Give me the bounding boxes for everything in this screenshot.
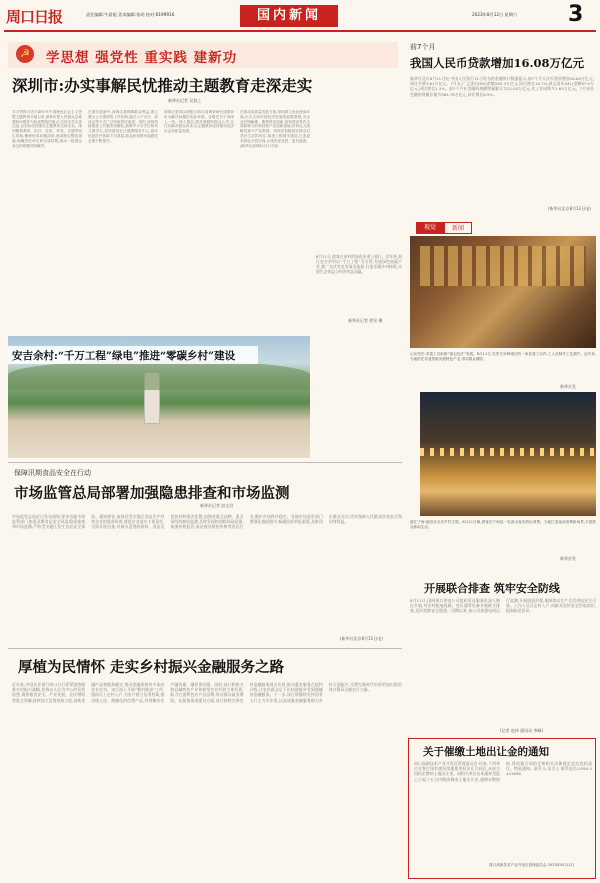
masthead-rule — [4, 30, 596, 32]
safety-headline: 开展联合排查 筑牢安全防线 — [424, 582, 560, 595]
masthead-credits: 责任编辑:牛晨旭 美术编辑:张玥 校对:6199916 — [86, 12, 175, 17]
masthead — [0, 0, 600, 34]
rural-headline: 厚植为民情怀 走实乡村振兴金融服务之路 — [18, 659, 285, 676]
masthead-logo: 周口日报 — [6, 8, 63, 26]
market-body: 市场监管总局近日发布通知,要求各地市场监管部门加强汛期食品安全风险隐患排查和市场监测,严防受灾地区发生食品安全事故。通知要求,加强对受灾地区食品生产经营企业的监督检查,督促企业落实主体责任,全面开展自查,对被水浸泡的原料、食品及包装材料依法处置;加强对重点品种、重点场所的抽检监测,及时发现和消除风险隐患;加强价格监管,依法查处哄抬价格等违法行为,维护市场秩序稳定。各地市场监管部门要强化值班值守,畅通投诉举报渠道,及时回应群众关切,切实保障人民群众饮食安全和切身利益。 — [12, 514, 402, 530]
photo-panel-tag — [416, 222, 472, 234]
market-kicker: 保障汛期食品安全在行动 — [14, 469, 91, 477]
safety-body: 8月11日,国网周口供电公司组织党员服务队深入辖区乡镇,对农村配电线路、变压器等设备开展联合排查,及时消除安全隐患。汛期以来,该公司加强电网运行监测,开展隐患治理,保障群众生产生活用电安全可靠。工作人员还走村入户,向群众宣传安全用电知识,提高防范意识。 — [410, 598, 596, 614]
market-dateline: (新华社北京8月11日电) — [340, 636, 383, 641]
loans-byline: (新华社北京8月11日电) — [548, 206, 591, 211]
notice-headline: 关于催缴土地出让金的通知 — [423, 746, 549, 758]
loans-kicker: 前7个月 — [410, 43, 436, 51]
notice-sign: 周口高新技术产业开发区管理委员会 2023年8月11日 — [489, 863, 575, 867]
safety-byline: (记者 赵伟 通讯员 李峰) — [500, 728, 543, 733]
night-market-lights — [420, 448, 596, 456]
loans-headline: 我国人民币贷款增加16.08万亿元 — [410, 56, 585, 70]
workshop-byline: 新华社发 — [560, 384, 576, 389]
tag-news: 新闻 — [444, 222, 472, 234]
anji-photo-hill — [8, 360, 310, 390]
loans-body: 新华社北京8月11日电 中国人民银行11日发布的金融统计数据显示,前7个月人民币贷款增加16.08万亿元,同比多增1.61万亿元。7月末,广义货币(M2)余额285.4万亿元,同比增长10.7%;狭义货币(M1)余额67.9万亿元,同比增长2.3%。前7个月社会融资规模增量累计为22.05万亿元,比上年同期多1.65万亿元。7月末社会融资规模存量为365.78万亿元,同比增长8.9%。 — [410, 76, 594, 97]
lead-col-3: 深圳还坚持以问题为导向,将调查研究成果转化为解决问题的实际举措。各级党员干部深入一线、深入基层,面对面倾听群众心声,实打实解决群众诉求,以主题教育成效推动经济社会高质量发展。 — [164, 110, 234, 134]
page-number: 3 — [568, 2, 584, 27]
anji-headline-box — [8, 346, 258, 364]
anji-byline: 新华社记者 徐昱 摄 — [348, 318, 383, 323]
market-byline: 新华社记者 赵文君 — [200, 503, 234, 508]
section-label: 国内新闻 — [240, 5, 338, 27]
banner — [8, 42, 398, 68]
party-emblem-icon: ☭ — [16, 45, 34, 63]
anji-headline: 安吉余村:“千万工程”绿电”推进“零碳乡村”建设 — [12, 350, 236, 362]
banner-slogan: 学思想 强党性 重实践 建新功 — [46, 50, 238, 66]
anji-body: 8月11日,游客在余村的绿色步道上骑行。近年来,浙江安吉余村以“千万工程”为引领,发展绿色低碳产业,推广光伏发电等清洁能源,打造零碳乡村样板,实现生态效益与经济效益双赢。 — [316, 254, 402, 274]
night-market-photo — [420, 392, 596, 516]
lead-col-1: 学习贯彻习近平新时代中国特色社会主义思想主题教育开展以来,深圳市把人民群众急难愁盼问题作为检视整改的重点,坚持边学边查边改,以实际成效推动主题教育走深走实。深圳聚焦教育、医疗、住房、养老、交通等民生领域,梳理形成问题清单,逐项制定整改措施,明确责任单位和完成时限,推动一批群众身边的难题得到解决。 — [12, 110, 82, 148]
lead-headline: 深圳市:办实事解民忧推动主题教育走深走实 — [12, 76, 313, 95]
lead-byline: 新华社记者 吴春之 — [168, 98, 202, 103]
night-market-byline: 新华社发 — [560, 556, 576, 561]
night-market-caption: 浙江宁海:夜经济点亮乡村文旅。8月11日晚,游客在宁海县一处滨水夜市游玩消费。当地打造夜间消费新场景,丰富群众休闲生活。 — [410, 520, 596, 529]
lead-col-4: 在推动高质量发展方面,深圳着力优化营商环境,出台支持民营经济发展的政策措施,为企业纾困解难。聚焦科技创新,加快建设具有全球影响力的科技和产业创新高地,培育壮大战略性新兴产业集群。深圳还积极回应群众对美好生活的向往,推进公园城市建设,打造更多绿色开放空间,让城市更宜居、更有温度。(新华社深圳8月11日电) — [240, 110, 310, 148]
notice-body: 周口高新技术产业开发区管理委员会:经查,下列单位在签订国有建设用地使用权出让合同后,未按合同约定缴纳土地出让金。请相关单位自本通知见报之日起十五日内缴清剩余土地出让金,逾期未缴纳的,将依据合同约定和相关法律规定追究违约责任。特此通知。联系人:宋女士 联系电话:0394-5441696 — [414, 761, 592, 782]
workshop-photo — [410, 236, 596, 348]
notice-box — [408, 738, 596, 879]
workshop-photo-shelf — [420, 246, 586, 286]
lead-col-2: 在城市更新中,深圳注重保障群众利益,建立健全公开透明的工作机制,通过入户走访、座谈会等方式广泛听取居民意见。同时,深圳持续推进公共服务均衡化,新增中小学学位和幼儿园学位,加快建设社区健康服务中心,推动优质医疗资源下沉基层,群众获得感幸福感安全感不断提升。 — [88, 110, 158, 143]
rural-body: 近年来,中国农业银行周口分行紧紧围绕服务乡村振兴战略,坚持以人民为中心的发展思想,聚焦粮食安全、产业发展、农民增收等重点领域,持续加大信贷投放力度,创新金融产品和服务模式,推动金融资源更多流向农业农村。该行深入开展“整村推进”工作,组织员工走村入户,为农户建立信用档案,推出线上化、便捷化的信贷产品,有效解决农户融资难、融资贵问题。同时,该行积极支持县域特色产业和新型农业经营主体发展,助力打造特色农产品品牌,带动群众就业增收。在服务渠道建设方面,该行持续完善农村金融服务网点布局,推动惠农服务点提档升级,让农民群众足不出村就能享受到便捷的金融服务。下一步,该行将继续发挥国有大行主力军作用,以高质量金融服务助力乡村全面振兴,为谱写新时代中原更加出彩的周口篇章贡献农行力量。 — [12, 682, 402, 703]
workshop-caption: 山东枣庄:非遗工坊助推“指尖经济”发展。8月11日,在枣庄市峄城区的一家非遗工坊内,工人在制作工艺葫芦。近年来,当地依托非遗资源发展特色产业,带动群众增收。 — [410, 352, 596, 361]
rural-top-rule — [8, 648, 402, 649]
market-headline: 市场监管总局部署加强隐患排查和市场监测 — [14, 485, 290, 502]
issue-date: 2023年8月12日 星期六 — [472, 12, 518, 17]
market-top-rule — [8, 462, 402, 463]
tag-visual: 视觉 — [416, 222, 444, 234]
